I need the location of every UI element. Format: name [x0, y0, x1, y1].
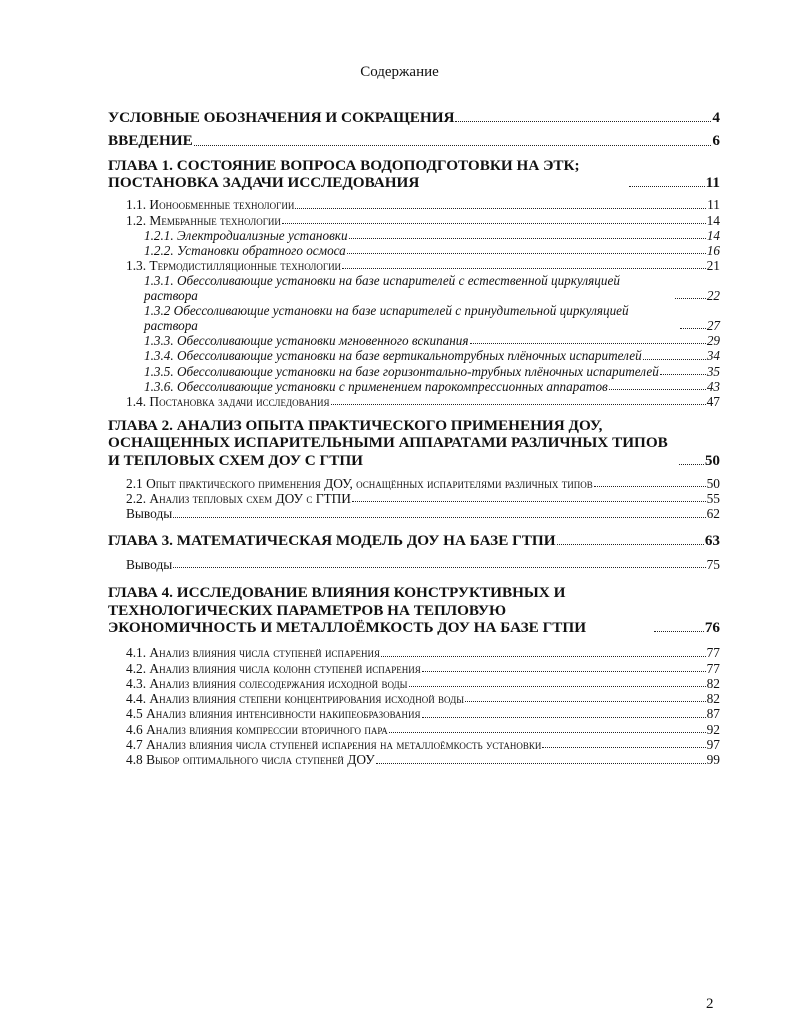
- toc-entry-page: 35: [706, 363, 720, 379]
- toc-entry: [126, 213, 720, 228]
- dot-leader: [629, 186, 705, 187]
- toc-entry-page: 77: [706, 660, 720, 676]
- dot-leader: [675, 298, 706, 299]
- toc-entry-text: 4.5 Анализ влияния интенсивности накипеобразования: [126, 706, 421, 722]
- toc-entry-page: 4: [712, 109, 720, 126]
- dot-leader: [470, 343, 706, 344]
- dot-leader: [679, 464, 704, 465]
- toc-entry-text: 1.2. Мембранные технологии: [126, 212, 281, 228]
- toc-entry-text: 1.4. Постановка задачи исследования: [126, 393, 330, 409]
- toc-entry: [144, 303, 720, 333]
- dot-leader: [594, 486, 706, 487]
- toc-entry: [126, 506, 720, 521]
- toc-entry-page: 16: [706, 242, 720, 258]
- toc-entry-text: 4.3. Анализ влияния солесодержания исходной воды: [126, 675, 408, 691]
- toc-entry-text: УСЛОВНЫЕ ОБОЗНАЧЕНИЯ И СОКРАЩЕНИЯ: [108, 109, 455, 126]
- toc-entry-page: 11: [707, 197, 720, 213]
- toc-entry-page: 34: [706, 348, 720, 364]
- toc-entry: [108, 584, 720, 636]
- dot-leader: [389, 732, 706, 733]
- toc-entry-page: 76: [704, 619, 720, 636]
- toc-entry-text: 4.7 Анализ влияния числа ступеней испарения на металлоёмкость установки: [126, 737, 542, 753]
- dot-leader: [409, 686, 706, 687]
- toc-entry-page: 50: [706, 475, 720, 491]
- toc-entry-page: 75: [706, 557, 720, 573]
- toc-entry: [126, 737, 720, 752]
- toc-entry-page: 21: [706, 257, 720, 273]
- dot-leader: [342, 268, 706, 269]
- toc-entry-text: ВВЕДЕНИЕ: [108, 132, 193, 150]
- dot-leader: [352, 501, 706, 502]
- toc-entry: [126, 491, 720, 506]
- toc-entry: [126, 258, 720, 273]
- toc-entry: [144, 333, 720, 348]
- dot-leader: [173, 517, 705, 518]
- toc-entry-page: 6: [712, 132, 720, 150]
- dot-leader: [376, 763, 706, 764]
- toc-entry-text: 1.3.3. Обессоливающие установки мгновенного вскипания: [144, 333, 469, 349]
- dot-leader: [173, 567, 705, 568]
- dot-leader: [643, 359, 706, 360]
- dot-leader: [381, 656, 706, 657]
- dot-leader: [282, 223, 706, 224]
- toc-entry-page: 55: [706, 491, 720, 507]
- toc-entry-page: 87: [706, 706, 720, 722]
- toc-entry: [144, 243, 720, 258]
- toc-entry-text: 1.3.5. Обессоливающие установки на базе горизонтально-трубных плёночных испарителей: [144, 363, 659, 379]
- toc-entry: [144, 348, 720, 363]
- toc-entry: [126, 645, 720, 660]
- toc-entry: [126, 476, 720, 491]
- dot-leader: [609, 389, 706, 390]
- toc-entry-text: 1.3.6. Обессоливающие установки с применением парокомпрессионных аппаратов: [144, 378, 608, 394]
- toc-entry: [126, 661, 720, 676]
- toc-entry-text: 1.1. Ионообменные технологии: [126, 197, 295, 213]
- toc-entry: [144, 364, 720, 379]
- toc-entry-text: 2.2. Анализ тепловых схем ДОУ с ГТПИ: [126, 491, 351, 507]
- dot-leader: [194, 145, 712, 146]
- toc-entry-page: 62: [706, 506, 720, 522]
- toc-entry: [144, 379, 720, 394]
- toc-entry: [126, 706, 720, 721]
- toc-entry: [144, 228, 720, 243]
- toc-entry: [126, 557, 720, 572]
- toc-entry-text: Выводы: [126, 557, 173, 573]
- toc-entry-text: 4.4. Анализ влияния степени концентрирования исходной воды: [126, 691, 465, 707]
- toc-entry-text: ГЛАВА 3. МАТЕМАТИЧЕСКАЯ МОДЕЛЬ ДОУ НА БАЗЕ ГТПИ: [108, 531, 556, 549]
- toc-entry: [108, 417, 720, 469]
- toc-entry-page: 11: [705, 173, 720, 191]
- toc-entry: [108, 132, 720, 149]
- dot-leader: [465, 701, 706, 702]
- toc-entry-text: ГЛАВА 1. СОСТОЯНИЕ ВОПРОСА ВОДОПОДГОТОВКИ НА ЭТК; ПОСТАНОВКА ЗАДАЧИ ИССЛЕДОВАНИЯ: [108, 156, 580, 191]
- toc-entry-page: 27: [706, 318, 720, 334]
- dot-leader: [295, 208, 706, 209]
- dot-leader: [660, 374, 706, 375]
- toc-entry-text: ГЛАВА 2. АНАЛИЗ ОПЫТА ПРАКТИЧЕСКОГО ПРИМЕНЕНИЯ ДОУ, ОСНАЩЕННЫХ ИСПАРИТЕЛЬНЫМИ АППАРАТАМИ РАЗЛИЧНЫХ ТИПОВ И ТЕПЛОВЫХ СХЕМ ДОУ С ГТПИ: [108, 416, 668, 469]
- toc-entry: [144, 273, 720, 303]
- toc-entry-text: 4.8 Выбор оптимального числа ступеней ДОУ: [126, 752, 375, 768]
- toc-entry-page: 82: [706, 691, 720, 707]
- toc-entry-text: 2.1 Опыт практического применения ДОУ, оснащённых испарителями различных типов: [126, 475, 593, 491]
- toc-entry-page: 63: [704, 531, 720, 549]
- toc-entry-text: ГЛАВА 4. ИССЛЕДОВАНИЕ ВЛИЯНИЯ КОНСТРУКТИВНЫХ И ТЕХНОЛОГИЧЕСКИХ ПАРАМЕТРОВ НА ТЕПЛОВУЮ ЭКОНОМИЧНОСТЬ И МЕТАЛЛОЁМКОСТЬ ДОУ НА БАЗЕ ГТПИ: [108, 584, 587, 636]
- toc-entry-page: 99: [706, 752, 720, 768]
- dot-leader: [557, 544, 704, 545]
- dot-leader: [347, 253, 706, 254]
- toc-entry-text: 1.3.2 Обессоливающие установки на базе испарителей с принудительной циркуляцией раствора: [144, 303, 629, 334]
- toc-entry-text: 1.3. Термодистилляционные технологии: [126, 257, 342, 273]
- toc-entry-page: 22: [706, 288, 720, 304]
- dot-leader: [680, 328, 706, 329]
- toc-entry: [108, 109, 720, 126]
- page-number: 2: [706, 996, 714, 1012]
- dot-leader: [422, 717, 706, 718]
- dot-leader: [455, 121, 711, 122]
- toc-entry-page: 14: [706, 227, 720, 243]
- toc-entry-page: 82: [706, 675, 720, 691]
- toc-entry-text: 1.3.1. Обессоливающие установки на базе испарителей с естественной циркуляцией раствора: [144, 273, 620, 304]
- toc-entry: [126, 197, 720, 212]
- toc-entry-page: 43: [706, 378, 720, 394]
- page-title: Содержание: [360, 64, 439, 80]
- toc-entry-page: 14: [706, 212, 720, 228]
- toc-entry-page: 47: [706, 393, 720, 409]
- toc-entry: [126, 394, 720, 409]
- toc-entry-page: 77: [706, 645, 720, 661]
- toc-entry-text: 4.6 Анализ влияния компрессии вторичного пара: [126, 721, 388, 737]
- toc-entry-page: 50: [704, 451, 720, 469]
- toc-entry: [108, 157, 720, 192]
- toc-entry: [126, 722, 720, 737]
- toc-entry-page: 97: [706, 737, 720, 753]
- toc-entry: [108, 532, 720, 549]
- dot-leader: [349, 238, 706, 239]
- dot-leader: [422, 671, 706, 672]
- toc-entry: [126, 691, 720, 706]
- toc-entry-text: 4.1. Анализ влияния числа ступеней испарения: [126, 645, 380, 661]
- table-of-contents: [108, 105, 720, 768]
- toc-entry-page: 29: [706, 333, 720, 349]
- dot-leader: [542, 747, 705, 748]
- dot-leader: [654, 631, 704, 632]
- toc-entry-text: 1.2.2. Установки обратного осмоса: [144, 242, 346, 258]
- toc-entry: [126, 752, 720, 767]
- toc-entry-text: 4.2. Анализ влияния числа колонн ступеней испарения: [126, 660, 421, 676]
- toc-entry-page: 92: [706, 721, 720, 737]
- toc-entry-text: 1.3.4. Обессоливающие установки на базе вертикальнотрубных плёночных испарителей: [144, 348, 642, 364]
- toc-entry-text: Выводы: [126, 506, 173, 522]
- dot-leader: [331, 404, 706, 405]
- toc-entry-text: 1.2.1. Электродиализные установки: [144, 227, 348, 243]
- toc-entry: [126, 676, 720, 691]
